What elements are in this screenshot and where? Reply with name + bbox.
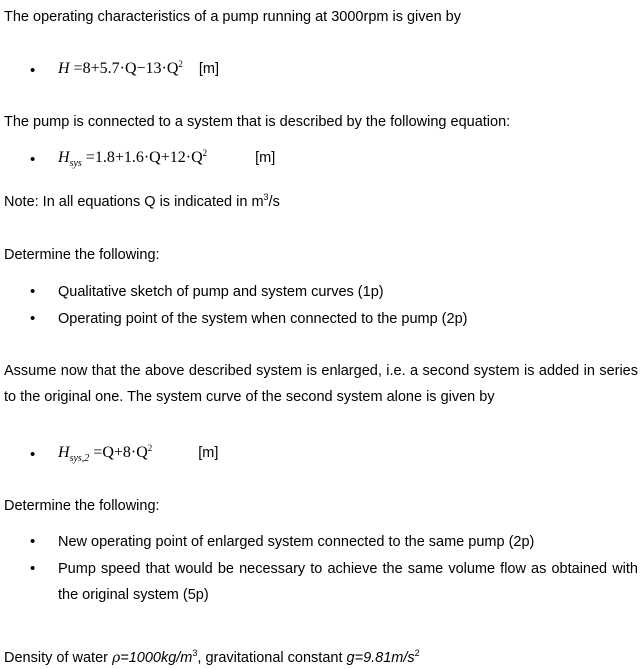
task-text: New operating point of enlarged system connected to the same pump (2p) bbox=[58, 534, 535, 550]
determine-heading-1: Determine the following: bbox=[4, 247, 160, 263]
task-text: Qualitative sketch of pump and system curves (1p) bbox=[58, 284, 384, 300]
assume-paragraph: Assume now that the above described system is enlarged, i.e. a second system is added in series to the original one. The system curve of the second system alone is given by bbox=[4, 363, 638, 405]
bullet: • bbox=[30, 560, 36, 577]
bullet: • bbox=[30, 151, 36, 168]
system2-equation: $H_{sys,2} =Q+8\cdot Q^2$ [m] bbox=[58, 443, 219, 464]
intro-text: The operating characteristics of a pump running at 3000rpm is given by bbox=[4, 9, 461, 25]
pump-equation: $H =8+5.7\cdot Q-13\cdot Q^2$ [m] bbox=[58, 59, 220, 77]
bullet: • bbox=[30, 446, 36, 463]
constants-line: Density of water $\rho=1000kg/m^3$, gravitational constant $g=9.81m/s^2$ bbox=[4, 648, 420, 666]
bullet: • bbox=[30, 310, 36, 327]
task-text: Operating point of the system when connected to the pump (2p) bbox=[58, 311, 468, 327]
pump-equation-unit: [m] bbox=[198, 61, 220, 77]
system-equation-unit: [m] bbox=[255, 150, 276, 166]
bullet: • bbox=[30, 283, 36, 300]
task-text: Pump speed that would be necessary to achieve the same volume flow as obtained with the original system (5p) bbox=[58, 561, 638, 603]
system-intro-text: The pump is connected to a system that is described by the following equation: bbox=[4, 114, 511, 130]
system-equation: $H_{sys} =1.8+1.6\cdot Q+12\cdot Q^2$ [m] bbox=[58, 148, 276, 169]
bullet: • bbox=[30, 62, 36, 79]
bullet: • bbox=[30, 533, 36, 550]
system2-equation-unit: [m] bbox=[198, 445, 219, 461]
determine-heading-2: Determine the following: bbox=[4, 498, 160, 514]
units-note: Note: In all equations Q is indicated in $m^3/s$ bbox=[4, 192, 280, 210]
